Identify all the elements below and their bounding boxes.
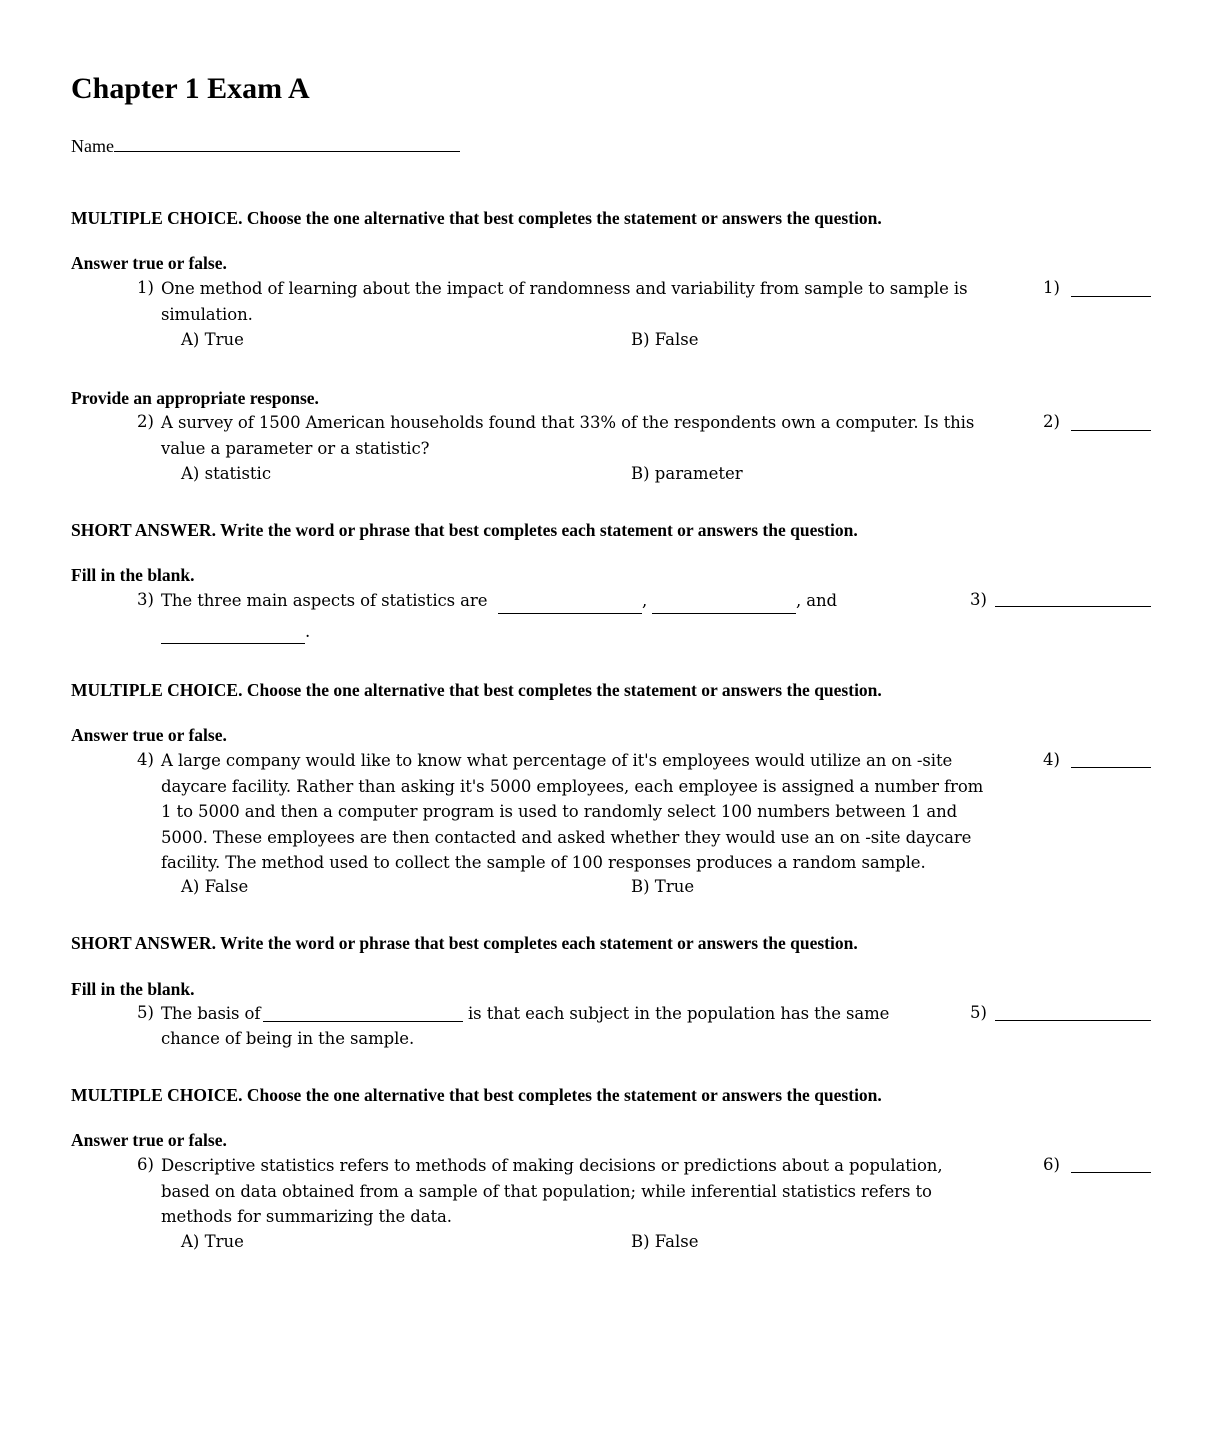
answer-number: 2) — [1043, 412, 1060, 431]
period: . — [305, 622, 311, 641]
question-number: 6) — [137, 1155, 154, 1174]
question-text-line: value a parameter or a statistic? — [161, 438, 430, 458]
question-text-segment: The three main aspects of statistics are — [161, 591, 488, 610]
question-text-segment: , and — [796, 591, 838, 610]
question-text — [161, 748, 983, 876]
section-heading-multiple-choice: MULTIPLE CHOICE. Choose the one alternative that best completes the statement or answers the question. — [71, 680, 882, 700]
answer-blank[interactable] — [1071, 767, 1151, 768]
choice-a[interactable]: A) True — [181, 330, 244, 349]
question-number: 5) — [137, 1003, 154, 1022]
instruction-fill-blank: Fill in the blank. — [71, 979, 195, 999]
answer-blank[interactable] — [995, 1020, 1151, 1021]
question-text-line: A survey of 1500 American households found that 33% of the respondents own a computer. Is this — [161, 413, 975, 432]
instruction-true-false: Answer true or false. — [71, 1130, 227, 1150]
section-heading-short-answer: SHORT ANSWER. Write the word or phrase that best completes each statement or answers the question. — [71, 933, 858, 953]
choice-b[interactable]: B) True — [631, 877, 695, 896]
question-text — [161, 1153, 942, 1230]
question-text-line: daycare facility. Rather than asking it's 5000 employees, each employee is assigned a number from — [161, 776, 984, 796]
question-text-segment: The basis of — [161, 1004, 261, 1023]
choice-a[interactable]: A) statistic — [181, 464, 272, 483]
question-text-line: 5000. These employees are then contacted and asked whether they would use an on -site daycare — [161, 827, 972, 847]
fill-blank-line[interactable] — [263, 1021, 463, 1022]
answer-blank[interactable] — [1071, 296, 1151, 297]
name-field-row — [71, 133, 460, 157]
question-text-line: 1 to 5000 and then a computer program is used to randomly select 100 numbers between 1 and — [161, 802, 958, 821]
section-heading-multiple-choice: MULTIPLE CHOICE. Choose the one alternative that best completes the statement or answers the question. — [71, 1085, 882, 1105]
question-text-line: One method of learning about the impact of randomness and variability from sample to sample is — [161, 279, 968, 298]
question-number: 2) — [137, 412, 154, 431]
name-field-line[interactable] — [114, 133, 460, 152]
question-text-line: Descriptive statistics refers to methods of making decisions or predictions about a population, — [161, 1156, 943, 1175]
question-number: 3) — [137, 590, 154, 609]
page-title: Chapter 1 Exam A — [71, 72, 310, 105]
section-heading-short-answer: SHORT ANSWER. Write the word or phrase that best completes each statement or answers the question. — [71, 520, 858, 540]
instruction-true-false: Answer true or false. — [71, 253, 227, 273]
answer-number: 5) — [970, 1003, 987, 1022]
choice-b[interactable]: B) False — [631, 330, 699, 349]
fill-blank-line[interactable] — [498, 613, 642, 614]
answer-number: 3) — [970, 590, 987, 609]
question-text-line: based on data obtained from a sample of that population; while inferential statistics refers to — [161, 1181, 932, 1201]
question-text-line: simulation. — [161, 304, 253, 324]
question-text-segment: is that each subject in the population has the same — [468, 1004, 890, 1023]
question-number: 4) — [137, 750, 154, 769]
answer-number: 4) — [1043, 750, 1060, 769]
question-text-line: facility. The method used to collect the sample of 100 responses produces a random sample. — [161, 853, 926, 872]
choice-b[interactable]: B) parameter — [631, 464, 743, 483]
question-text — [161, 276, 967, 327]
answer-blank[interactable] — [995, 606, 1151, 607]
comma: , — [642, 591, 648, 610]
question-number: 1) — [137, 278, 154, 297]
question-text-line: A large company would like to know what percentage of it's employees would utilize an on -site — [161, 751, 953, 770]
choice-b[interactable]: B) False — [631, 1232, 699, 1251]
answer-blank[interactable] — [1071, 1172, 1151, 1173]
instruction-true-false: Answer true or false. — [71, 725, 227, 745]
answer-number: 6) — [1043, 1155, 1060, 1174]
choice-a[interactable]: A) False — [181, 877, 249, 896]
question-text-line: chance of being in the sample. — [161, 1029, 415, 1048]
question-text — [161, 588, 487, 614]
fill-blank-line[interactable] — [161, 643, 305, 644]
instruction-provide-response: Provide an appropriate response. — [71, 388, 319, 408]
answer-blank[interactable] — [1071, 430, 1151, 431]
name-label: Name — [71, 136, 114, 156]
answer-number: 1) — [1043, 278, 1060, 297]
question-text — [161, 410, 974, 461]
fill-blank-line[interactable] — [652, 613, 796, 614]
instruction-fill-blank: Fill in the blank. — [71, 565, 195, 585]
section-heading-multiple-choice: MULTIPLE CHOICE. Choose the one alternative that best completes the statement or answers the question. — [71, 208, 882, 228]
choice-a[interactable]: A) True — [181, 1232, 244, 1251]
question-text-line: methods for summarizing the data. — [161, 1207, 452, 1226]
